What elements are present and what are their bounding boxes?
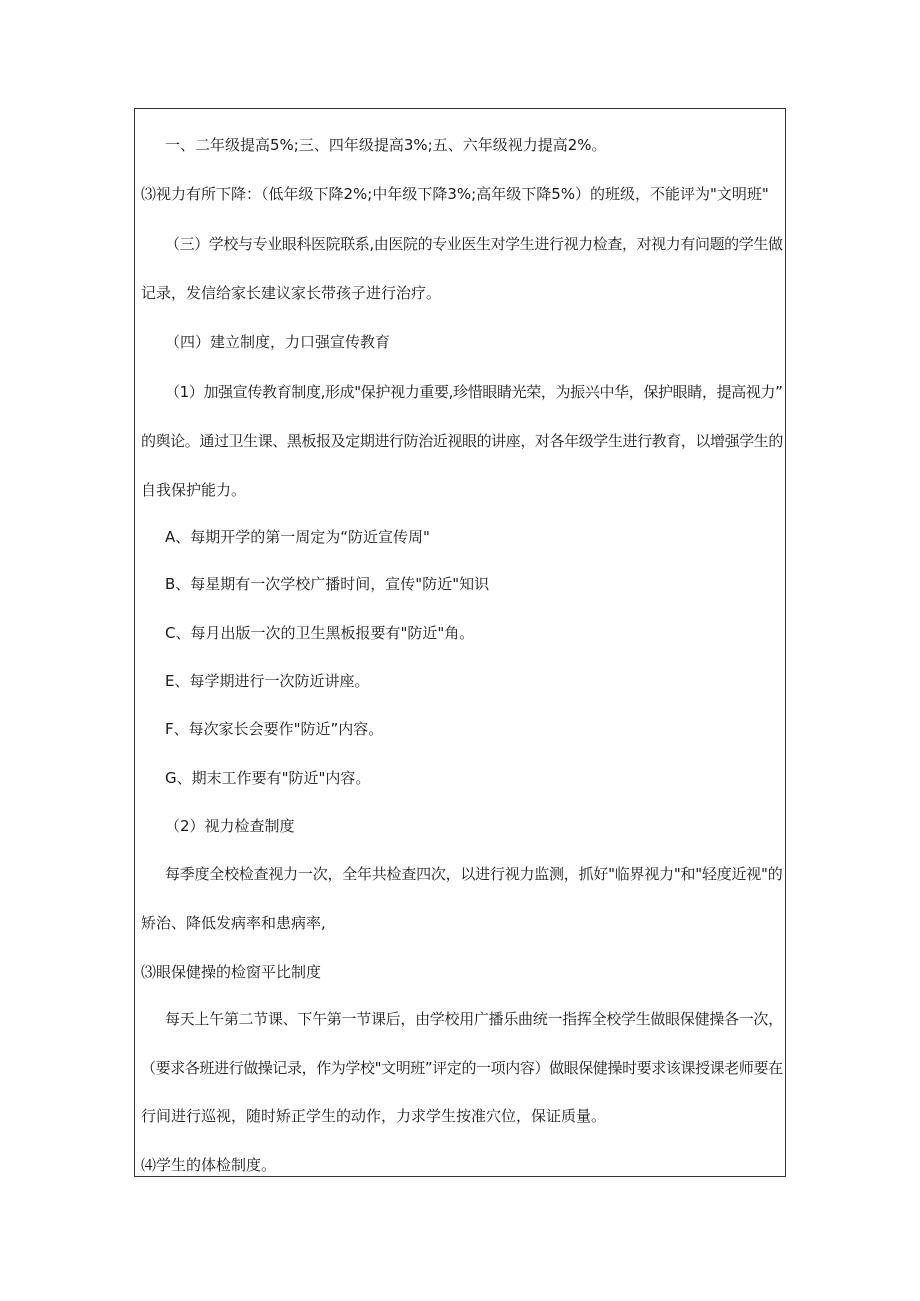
paragraph-line-21: 行间进行巡视，随时矫正学生的动作，力求学生按准穴位，保证质量。 — [141, 1107, 607, 1125]
paragraph-line-17: 矫治、降低发病率和患病率, — [141, 914, 326, 932]
paragraph-line-19: 每天上午第二节课、下午第一节课后，由学校用广播乐曲统一指挥全校学生做眼保健操各一次， — [165, 1010, 783, 1028]
section-heading-2: （2）视力检查制度 — [165, 817, 295, 835]
paragraph-line-1: 一、二年级提高5%;三、四年级提高3%;五、六年级视力提高2%。 — [165, 136, 607, 154]
paragraph-line-8: 自我保护能力。 — [141, 481, 247, 499]
list-item-b: B、每星期有一次学校广播时间，宣传"防近"知识 — [165, 575, 490, 593]
list-item-a: A、每期开学的第一周定为“防近宣传周" — [165, 528, 430, 546]
paragraph-line-16: 每季度全校检查视力一次，全年共检查四次，以进行视力监测，抓好"临界视力"和"轻度近视"的 — [165, 865, 783, 883]
list-item-g: G、期末工作要有"防近"内容。 — [165, 769, 371, 787]
paragraph-line-6: （1）加强宣传教育制度,形成"保护视力重要,珍惜眼睛光荣，为振兴中华，保护眼睛，提高视力” — [165, 383, 783, 401]
section-heading-3: ⑶眼保健操的检窗平比制度 — [141, 963, 322, 981]
document-frame — [134, 108, 786, 1177]
list-item-f: F、每次家长会要作"防近”内容。 — [165, 720, 384, 738]
paragraph-line-20: （要求各班进行做操记录，作为学校"文明班”评定的一项内容）做眼保健操时要求该课授课老师要在 — [141, 1059, 783, 1077]
paragraph-line-7: 的舆论。通过卫生课、黑板报及定期进行防治近视眼的讲座，对各年级学生进行教育，以增强学生的 — [141, 432, 783, 450]
list-item-e: E、每学期进行一次防近讲座。 — [165, 672, 370, 690]
list-item-c: C、每月出版一次的卫生黑板报要有"防近"角。 — [165, 624, 475, 642]
section-heading-4-exam: ⑷学生的体检制度。 — [141, 1156, 277, 1174]
paragraph-line-3: （三）学校与专业眼科医院联系,由医院的专业医生对学生进行视力检查，对视力有问题的学生做 — [165, 235, 783, 253]
paragraph-line-2: ⑶视力有所下降：（低年级下降2%;中年级下降3%;高年级下降5%）的班级，不能评为"文明班" — [141, 185, 769, 203]
paragraph-line-4: 记录，发信给家长建议家长带孩子进行治疗。 — [141, 284, 442, 302]
section-heading-4: （四）建立制度，力口强宣传教育 — [165, 333, 391, 351]
